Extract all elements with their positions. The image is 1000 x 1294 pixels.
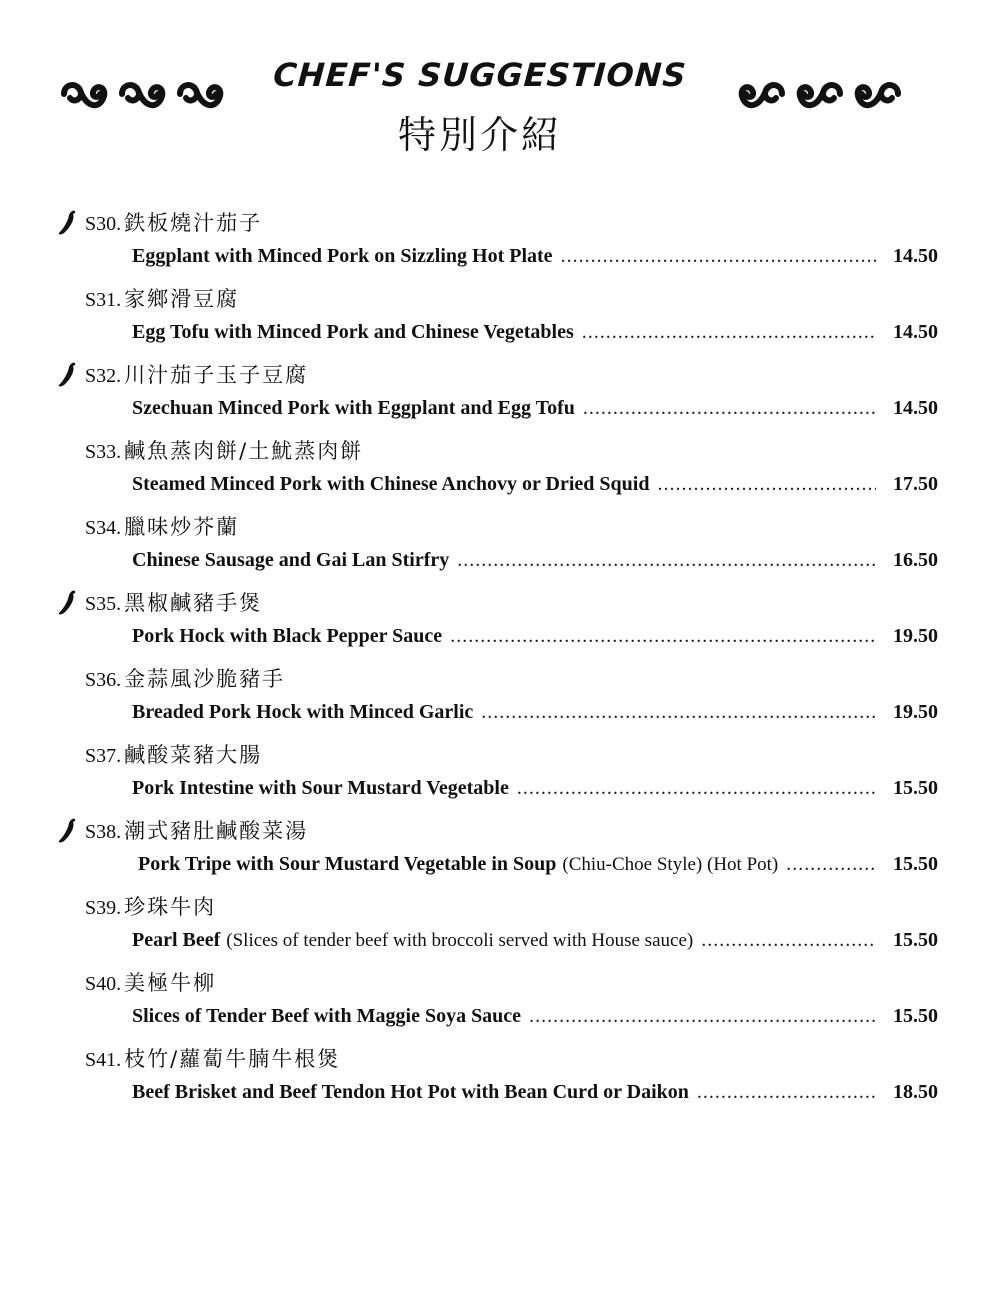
item-heading xyxy=(85,511,239,541)
dot-leader xyxy=(481,701,876,724)
menu-item xyxy=(0,1041,1000,1117)
dot-leader xyxy=(517,777,876,800)
item-chinese-name: 川汁茄子玉子豆腐 xyxy=(124,363,309,387)
item-english-name: Pork Tripe with Sour Mustard Vegetable in Soup xyxy=(138,853,557,875)
item-heading xyxy=(85,663,285,693)
right-ornaments xyxy=(738,80,902,114)
menu-item xyxy=(0,737,1000,813)
item-heading xyxy=(85,587,262,617)
scroll-ornament-icon xyxy=(796,80,844,114)
item-heading xyxy=(85,359,308,389)
dot-leader xyxy=(561,245,876,268)
menu-item xyxy=(0,357,1000,433)
item-note: (Slices of tender beef with broccoli served with House sauce) xyxy=(226,930,694,951)
menu-list xyxy=(0,205,1000,1117)
item-description xyxy=(132,929,938,952)
item-code: S32. xyxy=(85,365,122,387)
menu-item xyxy=(0,433,1000,509)
item-price: 18.50 xyxy=(893,1081,938,1103)
item-chinese-name: 鹹酸菜豬大腸 xyxy=(124,743,263,767)
item-chinese-name: 鉄板燒汁茄子 xyxy=(124,211,263,235)
item-price: 19.50 xyxy=(893,625,938,647)
title-english: CHEF'S SUGGESTIONS xyxy=(272,56,688,94)
item-chinese-name: 家鄉滑豆腐 xyxy=(124,287,240,311)
dot-leader xyxy=(450,625,876,648)
item-english-name: Steamed Minced Pork with Chinese Anchovy or Dried Squid xyxy=(132,473,650,495)
chili-pepper-icon xyxy=(55,589,79,617)
item-heading xyxy=(85,739,262,769)
menu-item xyxy=(0,661,1000,737)
item-english-name: Szechuan Minced Pork with Eggplant and Egg Tofu xyxy=(132,397,575,419)
item-code: S41. xyxy=(85,1049,122,1071)
item-chinese-name: 潮式豬肚鹹酸菜湯 xyxy=(124,819,309,843)
item-description xyxy=(132,853,938,876)
item-description xyxy=(132,625,938,648)
item-code: S35. xyxy=(85,593,122,615)
item-heading xyxy=(85,815,308,845)
item-description xyxy=(132,549,938,572)
item-heading xyxy=(85,891,216,921)
menu-item xyxy=(0,889,1000,965)
item-chinese-name: 臘味炒芥蘭 xyxy=(124,515,240,539)
item-code: S30. xyxy=(85,213,122,235)
item-price: 15.50 xyxy=(893,853,938,875)
dot-leader xyxy=(582,321,876,344)
item-code: S33. xyxy=(85,441,122,463)
item-heading xyxy=(85,435,363,465)
item-code: S40. xyxy=(85,973,122,995)
item-price: 15.50 xyxy=(893,1005,938,1027)
dot-leader xyxy=(457,549,876,572)
item-english-name: Pork Intestine with Sour Mustard Vegetable xyxy=(132,777,509,799)
dot-leader xyxy=(701,929,876,952)
title-chinese: 特別介紹 xyxy=(397,113,562,157)
item-chinese-name: 美極牛柳 xyxy=(124,971,217,995)
item-english-name: Breaded Pork Hock with Minced Garlic xyxy=(132,701,474,723)
item-description xyxy=(132,1081,938,1104)
item-note: (Chiu-Choe Style) (Hot Pot) xyxy=(562,854,779,875)
item-code: S34. xyxy=(85,517,122,539)
item-english-name: Chinese Sausage and Gai Lan Stirfry xyxy=(132,549,450,571)
item-heading xyxy=(85,207,262,237)
item-code: S31. xyxy=(85,289,122,311)
scroll-ornament-icon xyxy=(854,80,902,114)
item-heading xyxy=(85,283,239,313)
chili-pepper-icon xyxy=(55,209,79,237)
menu-item xyxy=(0,509,1000,585)
item-description xyxy=(132,701,938,724)
scroll-ornament-icon xyxy=(738,80,786,114)
dot-leader xyxy=(697,1081,876,1104)
item-description xyxy=(132,1005,938,1028)
item-code: S37. xyxy=(85,745,122,767)
item-heading xyxy=(85,967,216,997)
item-code: S36. xyxy=(85,669,122,691)
item-price: 16.50 xyxy=(893,549,938,571)
item-description xyxy=(132,245,938,268)
item-description xyxy=(132,321,938,344)
item-price: 14.50 xyxy=(893,321,938,343)
item-heading xyxy=(85,1043,340,1073)
menu-item xyxy=(0,813,1000,889)
item-chinese-name: 枝竹/蘿蔔牛腩牛根煲 xyxy=(124,1047,341,1071)
dot-leader xyxy=(583,397,876,420)
item-english-name: Pearl Beef xyxy=(132,929,221,951)
dot-leader xyxy=(786,853,876,876)
item-english-name: Eggplant with Minced Pork on Sizzling Hot Plate xyxy=(132,245,553,267)
item-code: S38. xyxy=(85,821,122,843)
dot-leader xyxy=(529,1005,876,1028)
item-chinese-name: 金蒜風沙脆豬手 xyxy=(124,667,286,691)
menu-item xyxy=(0,585,1000,661)
item-english-name: Beef Brisket and Beef Tendon Hot Pot with Bean Curd or Daikon xyxy=(132,1081,689,1103)
item-price: 19.50 xyxy=(893,701,938,723)
item-price: 14.50 xyxy=(893,397,938,419)
menu-item xyxy=(0,965,1000,1041)
chili-pepper-icon xyxy=(55,361,79,389)
item-english-name: Slices of Tender Beef with Maggie Soya Sauce xyxy=(132,1005,522,1027)
item-price: 15.50 xyxy=(893,777,938,799)
item-description xyxy=(132,777,938,800)
item-english-name: Egg Tofu with Minced Pork and Chinese Vegetables xyxy=(132,321,574,343)
menu-item xyxy=(0,205,1000,281)
item-description xyxy=(132,397,938,420)
menu-item xyxy=(0,281,1000,357)
item-chinese-name: 珍珠牛肉 xyxy=(124,895,217,919)
item-price: 15.50 xyxy=(893,929,938,951)
item-description xyxy=(132,473,938,496)
item-chinese-name: 黑椒鹹豬手煲 xyxy=(124,591,263,615)
page-header xyxy=(0,50,1000,160)
chili-pepper-icon xyxy=(55,817,79,845)
item-chinese-name: 鹹魚蒸肉餅/土魷蒸肉餅 xyxy=(124,439,364,463)
dot-leader xyxy=(657,473,876,496)
item-price: 17.50 xyxy=(893,473,938,495)
item-price: 14.50 xyxy=(893,245,938,267)
item-english-name: Pork Hock with Black Pepper Sauce xyxy=(132,625,443,647)
item-code: S39. xyxy=(85,897,122,919)
